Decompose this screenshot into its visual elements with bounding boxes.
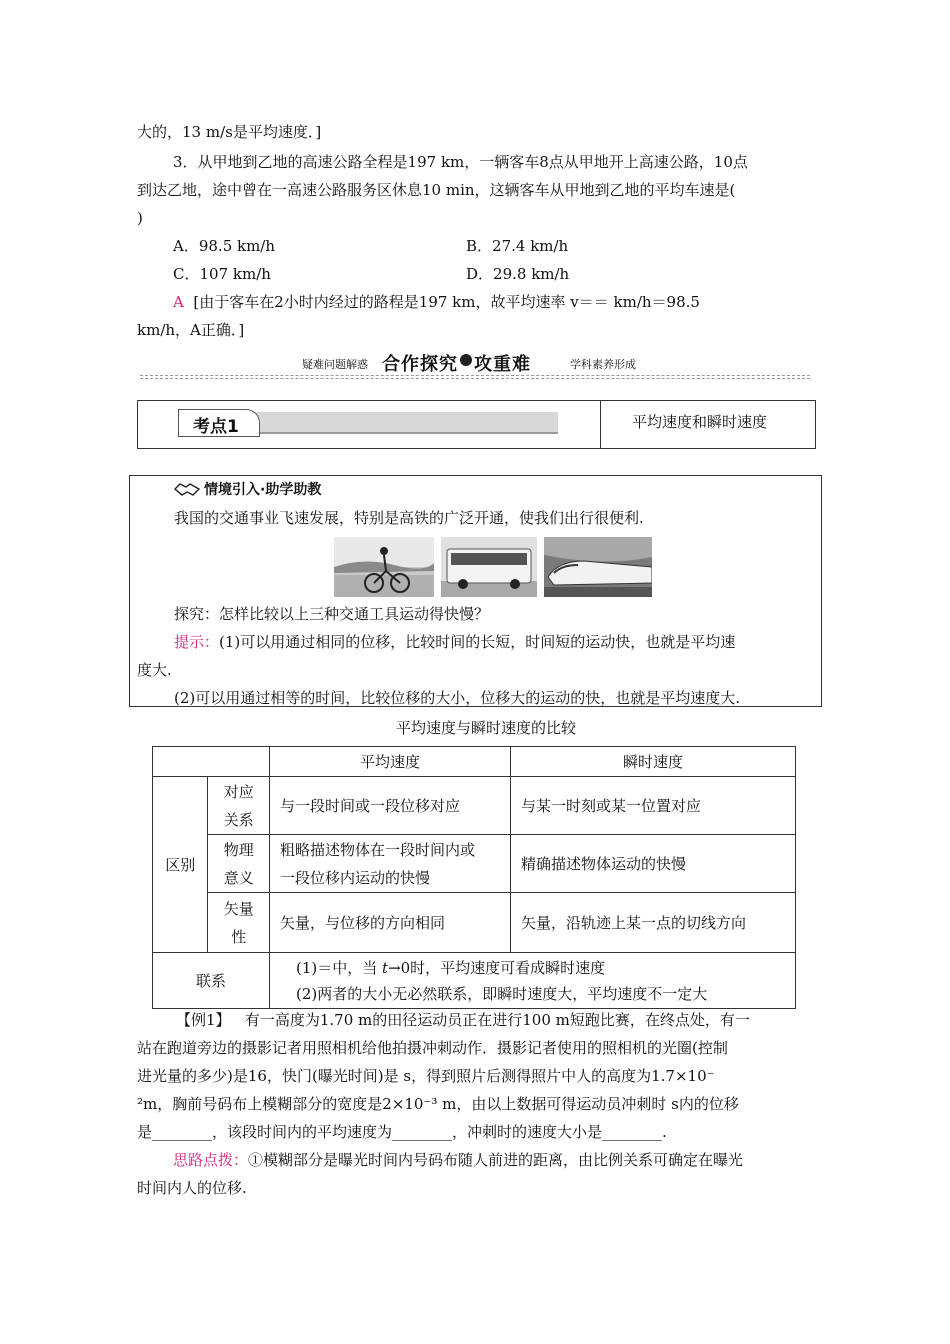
handshake-icon xyxy=(174,481,200,497)
section-banner xyxy=(300,350,650,375)
scenario-text: 我国的交通事业飞速发展，特别是高铁的广泛开通，使我们出行很便利. xyxy=(174,509,644,527)
banner-right-text: 学科素养形成 xyxy=(570,358,636,371)
kaodian-box xyxy=(137,400,816,449)
option-c: C．107 km/h xyxy=(173,265,271,283)
question3-line1: 3．从甲地到乙地的高速公路全程是197 km，一辆客车8点从甲地开上高速公路，10点 xyxy=(173,153,748,171)
train-photo xyxy=(544,537,652,597)
example-line4: ²m，胸前号码布上模糊部分的宽度是2×10⁻³ m，由以上数据可得运动员冲刺时 s内的位移 xyxy=(137,1095,739,1113)
row-label: 物理 意义 xyxy=(208,835,270,893)
question3-line2: 到达乙地，途中曾在一高速公路服务区休息10 min，这辆客车从甲地到乙地的平均车速是( xyxy=(137,181,736,199)
comparison-table xyxy=(152,746,796,1009)
group-label: 区别 xyxy=(153,777,208,953)
table-cell: 与某一时刻或某一位置对应 xyxy=(511,777,796,835)
answer-line1 xyxy=(173,292,700,312)
tip-label: 思路点拨： xyxy=(173,1151,249,1169)
table-caption: 平均速度与瞬时速度的比较 xyxy=(396,719,577,737)
banner-main-1: 合作探究 xyxy=(382,354,458,375)
kaodian-divider xyxy=(600,401,601,448)
col-header-instant: 瞬时速度 xyxy=(511,747,796,777)
kaodian-title: 平均速度和瞬时速度 xyxy=(632,413,768,431)
arrow-circle-icon xyxy=(460,354,472,366)
option-b: B．27.4 km/h xyxy=(466,237,569,255)
col-header-average: 平均速度 xyxy=(270,747,511,777)
answer-explanation: [由于客车在2小时内经过的路程是197 km，故平均速率 v＝＝ km/h＝98.5 xyxy=(193,293,700,311)
scenario-question: 探究：怎样比较以上三种交通工具运动得快慢？ xyxy=(174,605,490,623)
hint-line1-cont: 度大. xyxy=(137,661,172,679)
banner-main-2: 攻重难 xyxy=(474,354,531,375)
table-cell: 与一段时间或一段位移对应 xyxy=(270,777,511,835)
example-line5: 是________，该段时间内的平均速度为________，冲刺时的速度大小是________. xyxy=(137,1123,667,1141)
banner-left-text: 疑难问题解惑 xyxy=(302,358,368,371)
scenario-heading: 情境引入·助学助教 xyxy=(174,480,321,500)
kaodian-tag: 考点1 xyxy=(178,409,260,437)
bicycle-photo xyxy=(334,537,434,597)
example-line1: 【例1】 有一高度为1.70 m的田径运动员正在进行100 m短跑比赛，在终点处，有一 xyxy=(176,1011,750,1029)
hint-label: 提示： xyxy=(174,633,220,651)
link-cell: (1)＝中，当 t→0时，平均速度可看成瞬时速度 (2)两者的大小无必然联系，即瞬时速度大，平均速度不一定大 xyxy=(270,953,796,1009)
link-label: 联系 xyxy=(153,953,270,1009)
row-label: 对应 关系 xyxy=(208,777,270,835)
answer-line2: km/h，A正确．] xyxy=(137,321,245,339)
option-d: D．29.8 km/h xyxy=(466,265,570,283)
hint-line2: (2)可以用通过相等的时间，比较位移的大小，位移大的运动的快，也就是平均速度大. xyxy=(174,689,741,707)
example-line3: 进光量的多少)是16，快门(曝光时间)是 s，得到照片后测得照片中人的高度为1.7×10⁻ xyxy=(137,1067,715,1085)
answer-letter: A xyxy=(173,293,184,311)
option-a: A．98.5 km/h xyxy=(173,237,276,255)
example-line2: 站在跑道旁边的摄影记者用照相机给他拍摄冲刺动作．摄影记者使用的照相机的光圈(控制 xyxy=(137,1039,728,1057)
tip-line1: 思路点拨：①模糊部分是曝光时间内号码布随人前进的距离，由比例关系可确定在曝光 xyxy=(173,1151,744,1169)
tip-line2: 时间内人的位移. xyxy=(137,1179,247,1197)
divider xyxy=(140,375,810,376)
table-cell: 矢量，与位移的方向相同 xyxy=(270,893,511,953)
table-cell: 粗略描述物体在一段时间内或 一段位移内运动的快慢 xyxy=(270,835,511,893)
example-label: 【例1】 xyxy=(176,1011,231,1029)
hint-line1: 提示：(1)可以用通过相同的位移，比较时间的长短，时间短的运动快，也就是平均速 xyxy=(174,633,736,651)
intro-text: 大的，13 m/s是平均速度．] xyxy=(137,123,322,141)
divider xyxy=(140,378,810,379)
table-cell: 矢量，沿轨迹上某一点的切线方向 xyxy=(511,893,796,953)
row-label: 矢量 性 xyxy=(208,893,270,953)
bus-photo xyxy=(441,537,537,597)
table-cell: 精确描述物体运动的快慢 xyxy=(511,835,796,893)
question3-line3: ) xyxy=(137,209,143,227)
